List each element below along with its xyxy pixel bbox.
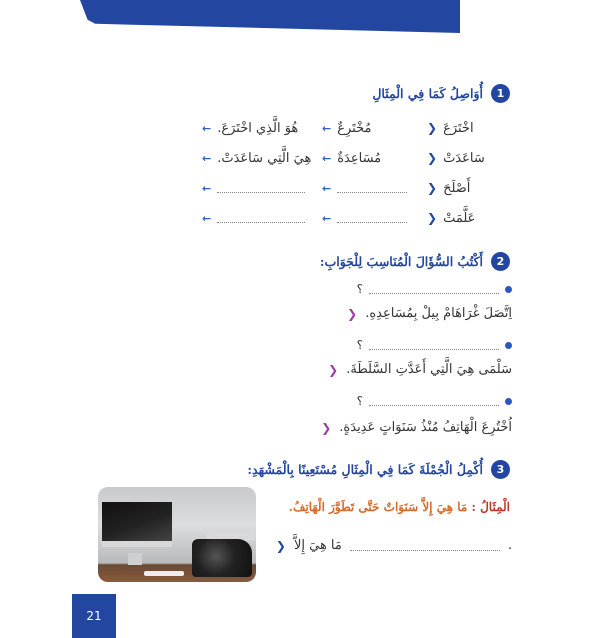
arrow-left-icon: ← (202, 121, 212, 135)
exercise-number-badge: 1 (491, 84, 510, 103)
match-row (202, 177, 512, 199)
end-mark: . (507, 538, 512, 553)
sentence: هِيَ الَّتِي سَاعَدَتْ. (217, 150, 312, 166)
sentence-blank[interactable] (217, 213, 305, 223)
monitor-stand (128, 553, 142, 565)
arrow-left-icon: ← (322, 211, 332, 225)
dot-icon (505, 398, 512, 405)
exercise-title: أَكْتُبُ السُّؤَالَ الْمُنَاسِبَ لِلْجَوَابِ: (319, 254, 483, 269)
example-text: مَا هِيَ إِلاَّ سَنَوَاتٌ حَتَّى تَطَوَّرَ الْهَاتِفُ. (288, 500, 468, 514)
monitor-image (102, 502, 172, 547)
dot-icon (505, 286, 512, 293)
exercise-title: أُوَاصِلُ كَمَا فِي الْمِثَالِ (372, 86, 483, 101)
arrow-left-icon: ← (202, 211, 212, 225)
answer-line (347, 306, 512, 321)
computer-and-typewriter-photo (98, 487, 256, 582)
dot-icon (505, 342, 512, 349)
exercise-number-badge: 3 (491, 460, 510, 479)
exercise-3-heading (247, 460, 510, 479)
sentence: هُوَ الَّذِي اخْتَرَعَ. (217, 120, 299, 136)
noun: مُخْتَرِعٌ (337, 120, 372, 136)
noun-blank[interactable] (337, 183, 407, 193)
match-row (202, 147, 512, 169)
top-banner (80, 0, 460, 33)
arrow-left-icon: ← (322, 181, 332, 195)
dotted-line (369, 284, 499, 294)
chevron-left-icon: ❮ (328, 362, 339, 377)
example-label: الْمِثَالُ : (471, 500, 510, 514)
completion-line (276, 538, 512, 553)
answer-text: اِتَّصَلَ غْرَاهَامْ بِيلْ بِمُسَاعِدِهِ. (365, 306, 512, 321)
match-row (202, 207, 512, 229)
completion-blank[interactable] (350, 541, 500, 551)
exercise-title: أُكْمِلُ الْجُمْلَةَ كَمَا فِي الْمِثَالِ مُسْتَعِينًا بِالْمَشْهَدِ: (247, 462, 483, 477)
verb: اخْتَرَعَ (443, 120, 474, 136)
arrow-left-icon: ← (202, 181, 212, 195)
question-blank-line[interactable] (357, 394, 512, 408)
verb: عَلَّمَتْ (443, 210, 476, 226)
question-blank-line[interactable] (357, 282, 512, 296)
completion-prompt: مَا هِيَ إِلاَّ (293, 538, 342, 553)
exercise-1-heading (372, 84, 510, 103)
answer-line (328, 362, 512, 377)
chevron-left-icon: ❮ (347, 306, 358, 321)
chevron-left-icon: ❮ (275, 538, 286, 553)
answer-text: اُخْتُرِعَ الْهَاتِفُ مُنْذُ سَنَوَاتٍ عَدِيدَةٍ. (339, 420, 512, 435)
noun: مُسَاعِدَةٌ (337, 150, 382, 166)
chevron-left-icon: ❮ (427, 121, 438, 135)
chevron-left-icon: ❮ (321, 420, 332, 435)
chevron-left-icon: ❮ (427, 181, 438, 195)
arrow-left-icon: ← (202, 151, 212, 165)
question-mark: ؟ (356, 394, 363, 408)
chevron-left-icon: ❮ (427, 211, 438, 225)
verb: أَصْلَحَ (443, 180, 471, 196)
chevron-left-icon: ❮ (427, 151, 438, 165)
arrow-left-icon: ← (322, 121, 332, 135)
dotted-line (369, 396, 499, 406)
question-blank-line[interactable] (357, 338, 512, 352)
arrow-left-icon: ← (322, 151, 332, 165)
noun-blank[interactable] (337, 213, 407, 223)
sentence-blank[interactable] (217, 183, 305, 193)
match-row (202, 117, 512, 139)
typewriter-image (192, 539, 252, 577)
question-mark: ؟ (356, 282, 363, 296)
answer-line (321, 420, 512, 435)
answer-text: سَلْمَى هِيَ الَّتِي أَعَدَّتِ السَّلَطَةَ. (346, 362, 512, 377)
exercise-number-badge: 2 (491, 252, 510, 271)
exercise-2-heading (320, 252, 510, 271)
verb: سَاعَدَتْ (443, 150, 485, 166)
dotted-line (369, 340, 499, 350)
example-sentence (289, 500, 510, 514)
page-number: 21 (72, 594, 116, 638)
keyboard-image (144, 571, 184, 576)
question-mark: ؟ (356, 338, 363, 352)
